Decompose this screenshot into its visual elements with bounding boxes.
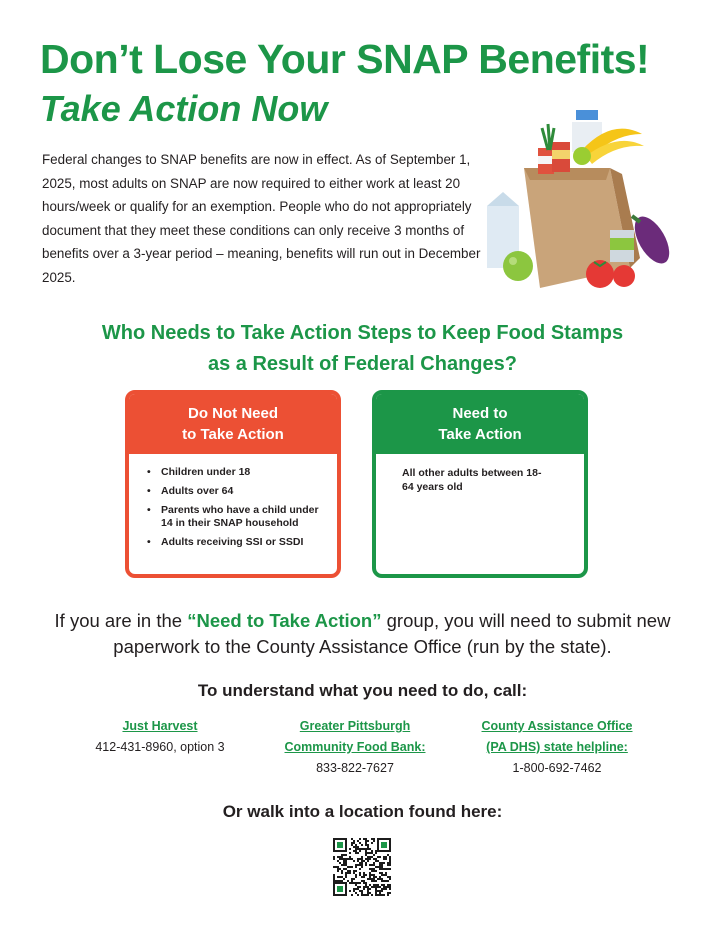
- contact-org-link[interactable]: (PA DHS) state helpline:: [486, 740, 628, 754]
- action-box-body: [376, 454, 584, 494]
- page-subtitle: Take Action Now: [40, 88, 328, 129]
- no-action-list: [147, 466, 323, 549]
- intro-paragraph: Federal changes to SNAP benefits are now in effect. As of September 1, 2025, most adults on SNAP are now required to either work at least 20 hours/week or qualify for an exemption. People who do not appropriately document that they meet these conditions can only receive 3 months of benefits over a 3-year period – meaning, benefits will run out in December 2025.: [42, 152, 481, 285]
- contact-phone: 1-800-692-7462: [512, 761, 602, 775]
- section-heading-line1: Who Needs to Take Action Steps to Keep Food Stamps: [101, 322, 624, 344]
- notice-highlight: “Need to Take Action”: [187, 610, 382, 631]
- contact-phone: 412-431-8960, option 3: [95, 740, 225, 754]
- notice-paragraph: [30, 608, 695, 660]
- call-heading: To understand what you need to do, call:: [197, 681, 528, 700]
- action-box: [372, 390, 588, 578]
- no-action-box-header: [129, 394, 337, 454]
- section-heading: [0, 318, 725, 380]
- walk-in-heading: Or walk into a location found here:: [222, 802, 503, 821]
- contact-just-harvest: [70, 716, 250, 758]
- action-title-line1: Need to: [452, 405, 508, 422]
- qr-code[interactable]: [331, 836, 393, 898]
- list-item: • Adults over 64: [147, 485, 323, 498]
- action-box-text: All other adults between 18-64 years old: [402, 467, 542, 493]
- grocery-bag-illustration: [482, 98, 682, 298]
- action-title-line2: Take Action: [438, 426, 522, 443]
- contact-org-link[interactable]: County Assistance Office: [481, 719, 633, 733]
- no-action-title-line1: Do Not Need: [188, 405, 278, 422]
- no-action-box-body: [129, 454, 337, 549]
- notice-prefix: If you are in the: [54, 610, 188, 631]
- contact-food-bank: [265, 716, 445, 779]
- notice-suffix: group, you will need to submit new paperwork to the County Assistance Office (run by the state).: [113, 610, 671, 657]
- contact-phone: 833-822-7627: [316, 761, 394, 775]
- no-action-title-line2: to Take Action: [182, 426, 284, 443]
- contact-county-assistance: [462, 716, 652, 779]
- section-heading-line2: as a Result of Federal Changes?: [208, 353, 517, 375]
- no-action-box: [125, 390, 341, 578]
- action-box-header: [376, 394, 584, 454]
- page-title: Don’t Lose Your SNAP Benefits!: [40, 36, 650, 82]
- contact-org-link[interactable]: Just Harvest: [122, 719, 198, 733]
- contact-org-link[interactable]: Greater Pittsburgh: [299, 719, 411, 733]
- contact-org-link[interactable]: Community Food Bank:: [284, 740, 426, 754]
- list-item: • Adults receiving SSI or SSDI: [147, 536, 323, 549]
- list-item: • Children under 18: [147, 466, 323, 479]
- list-item: • Parents who have a child under 14 in their SNAP household: [147, 504, 323, 530]
